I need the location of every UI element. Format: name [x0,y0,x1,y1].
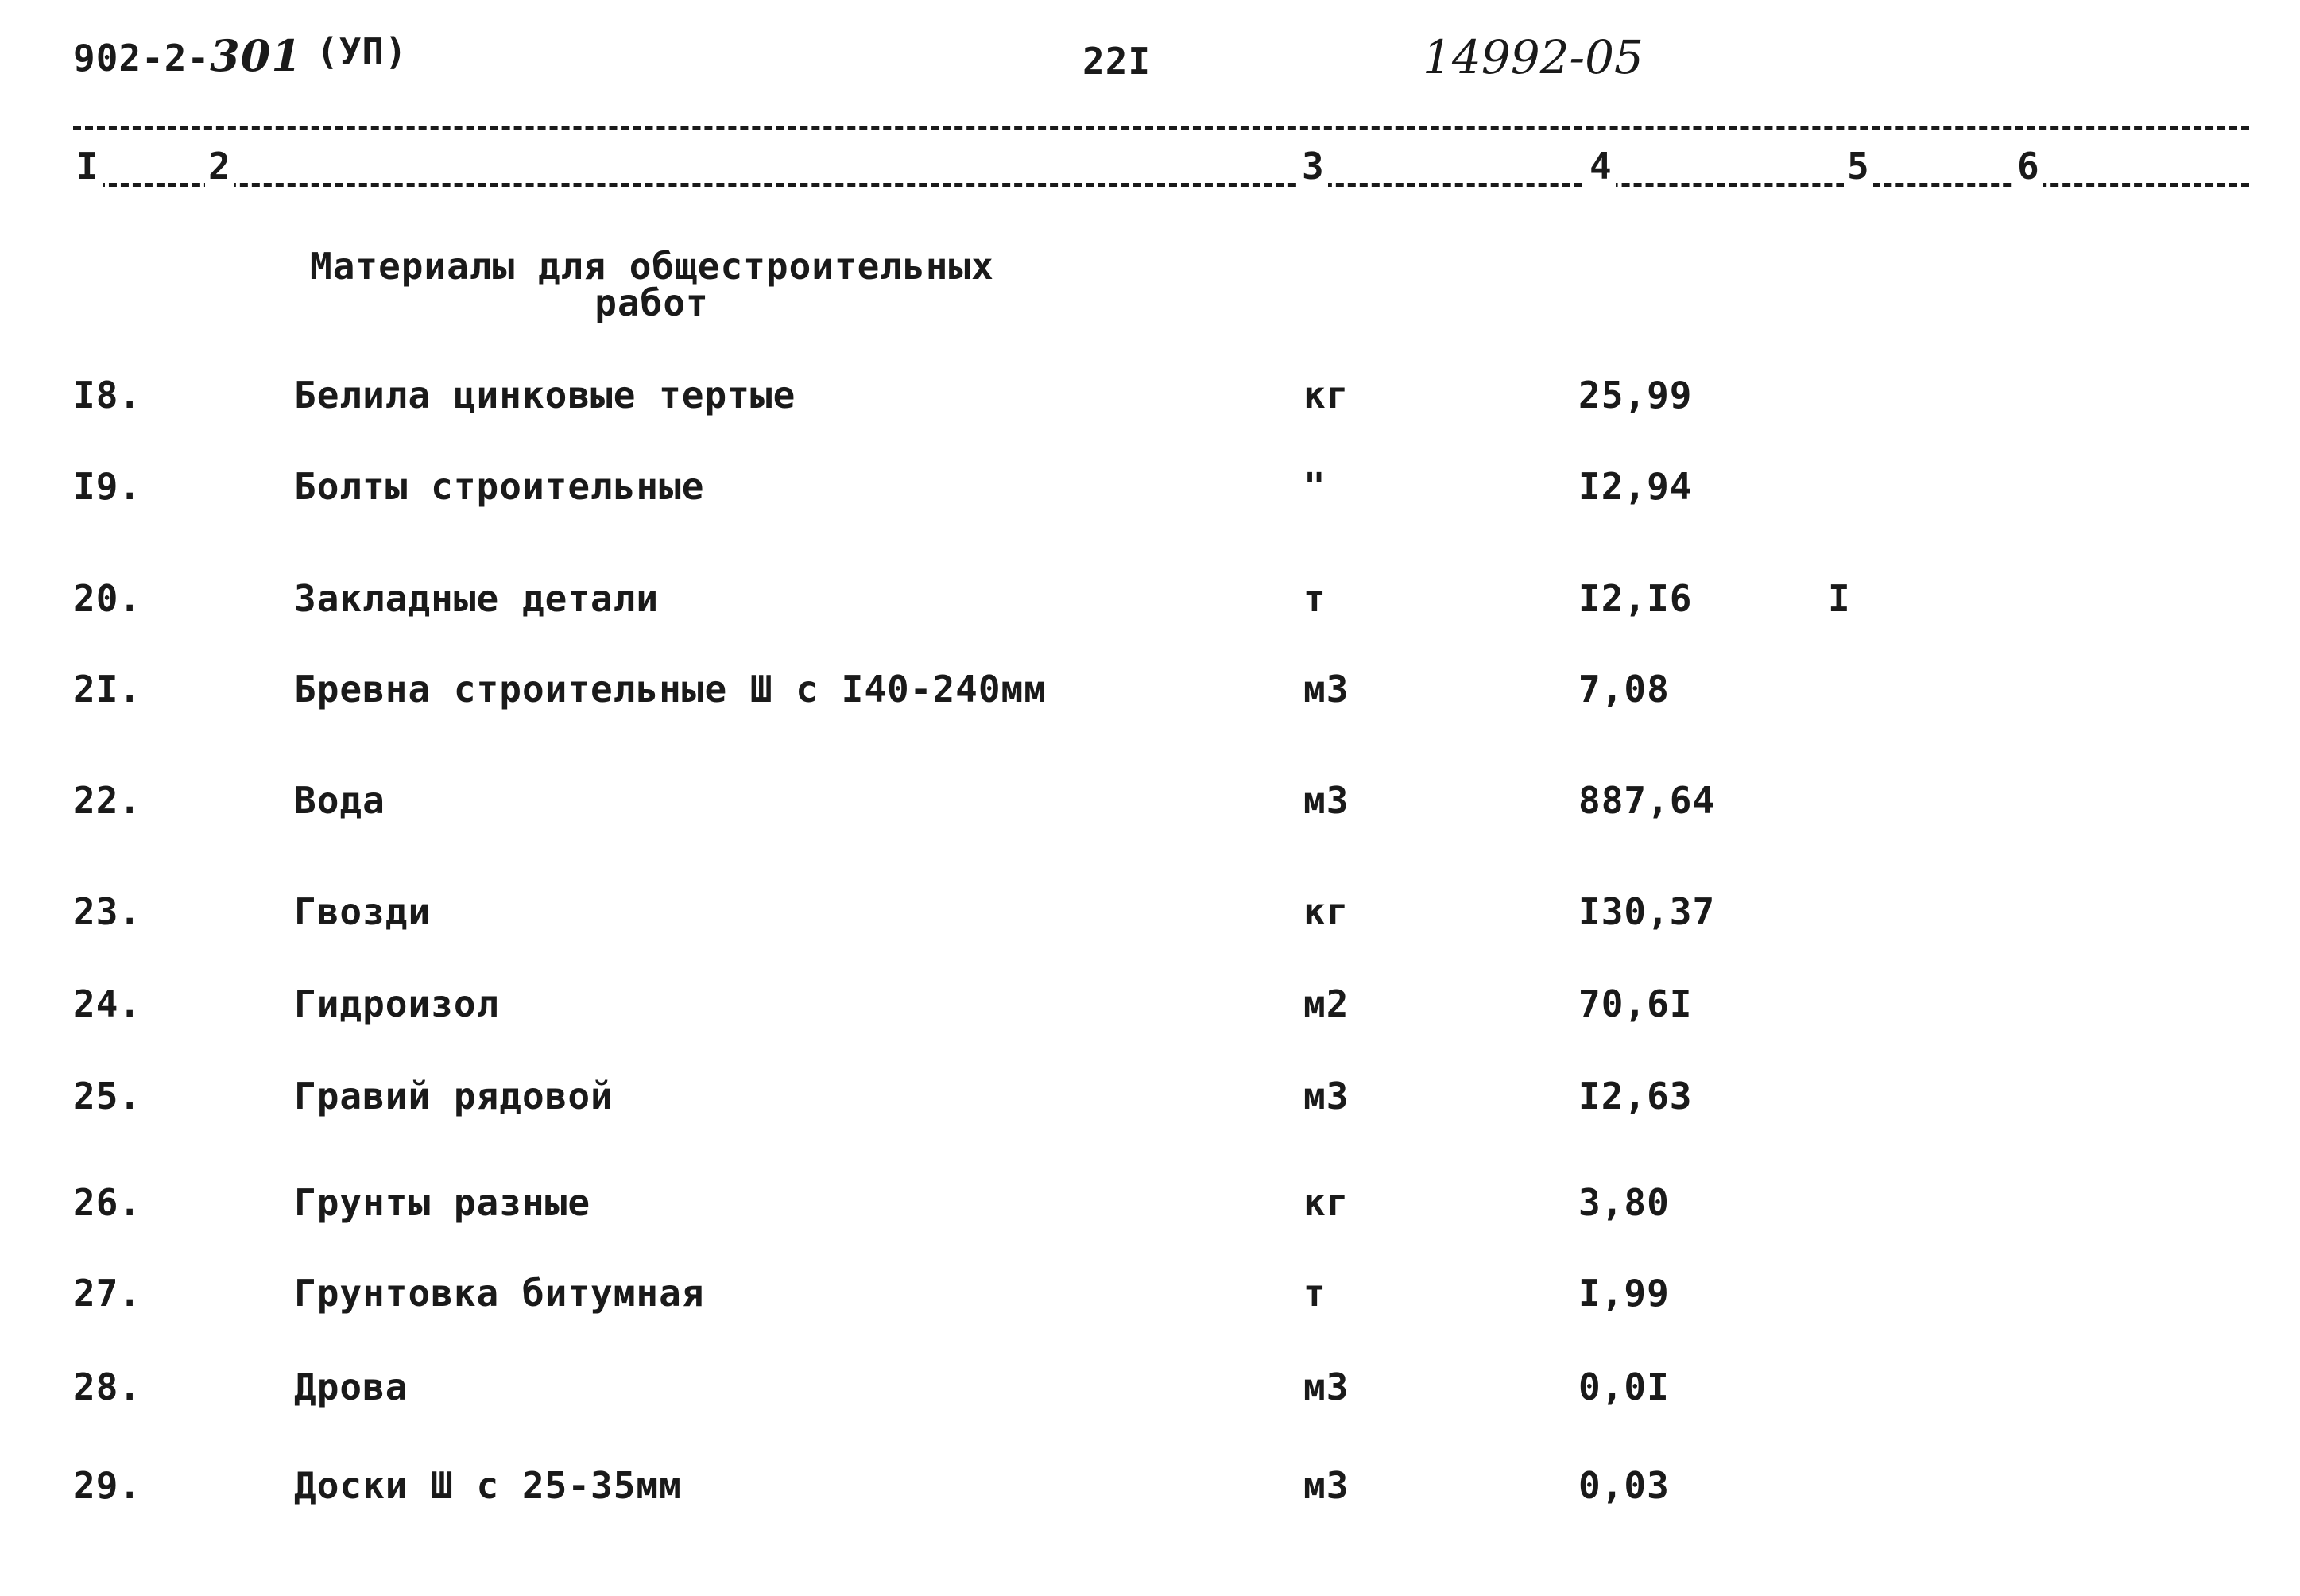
quantity: 0,0I [1578,1366,1670,1408]
material-name: Вода [294,779,385,822]
row-number: 2I. [73,668,142,711]
material-name: Дрова [294,1366,409,1408]
row-number: 24. [73,982,142,1025]
unit-of-measure: т [1303,577,1326,620]
section-title-line2: работ [594,281,709,324]
quantity: 70,6I [1578,982,1693,1025]
row-number: 28. [73,1366,142,1408]
unit-of-measure: м3 [1303,1366,1349,1408]
material-name: Бревна строительные Ш с I40-240мм [294,668,1047,711]
top-dashed-rule [73,126,2249,130]
col-num-1: I [73,145,103,188]
doc-number [73,30,302,81]
row-number: 25. [73,1075,142,1118]
quantity: 7,08 [1578,668,1670,711]
row-number: 29. [73,1464,142,1507]
quantity: I2,63 [1578,1075,1693,1118]
doc-prefix: 902-2- [73,37,211,79]
row-number: 23. [73,890,142,933]
quantity: I30,37 [1578,890,1716,933]
doc-series: (УП) [316,30,408,73]
row-number: 20. [73,577,142,620]
unit-of-measure: м3 [1303,1464,1349,1507]
col-num-6: 6 [2014,145,2043,188]
material-name: Гвозди [294,890,432,933]
quantity: 0,03 [1578,1464,1670,1507]
material-name: Доски Ш с 25-35мм [294,1464,682,1507]
material-name: Болты строительные [294,465,705,508]
unit-of-measure: м3 [1303,1075,1349,1118]
material-name: Грунты разные [294,1181,591,1224]
quantity: I2,94 [1578,465,1693,508]
material-name: Грунтовка битумная [294,1272,705,1315]
quantity: I2,I6 [1578,577,1693,620]
row-number: 26. [73,1181,142,1224]
unit-of-measure: м2 [1303,982,1349,1025]
quantity: 887,64 [1578,779,1716,822]
unit-of-measure: " [1303,465,1326,508]
section-title [310,245,994,324]
col-num-3: 3 [1299,145,1328,188]
row-number: I8. [73,374,142,416]
unit-of-measure: кг [1303,890,1349,933]
unit-of-measure: м3 [1303,779,1349,822]
material-name: Гидроизол [294,982,500,1025]
col-num-5: 5 [1844,145,1873,188]
quantity: 3,80 [1578,1181,1670,1224]
quantity: 25,99 [1578,374,1693,416]
material-name: Гравий рядовой [294,1075,614,1118]
section-title-line1: Материалы для общестроительных [310,245,994,288]
unit-of-measure: т [1303,1272,1326,1315]
unit-of-measure: м3 [1303,668,1349,711]
material-name: Белила цинковые тертые [294,374,796,416]
doc-number-handwritten: 301 [210,30,302,81]
quantity: I,99 [1578,1272,1670,1315]
unit-of-measure: кг [1303,374,1349,416]
column-header-rule [73,183,2249,187]
archive-number: 14992-05 [1423,30,1644,84]
column-5-value: I [1828,577,1851,620]
unit-of-measure: кг [1303,1181,1349,1224]
page-number: 22I [1082,40,1152,83]
col-num-4: 4 [1586,145,1616,188]
material-name: Закладные детали [294,577,660,620]
row-number: 27. [73,1272,142,1315]
col-num-2: 2 [205,145,234,188]
row-number: 22. [73,779,142,822]
row-number: I9. [73,465,142,508]
